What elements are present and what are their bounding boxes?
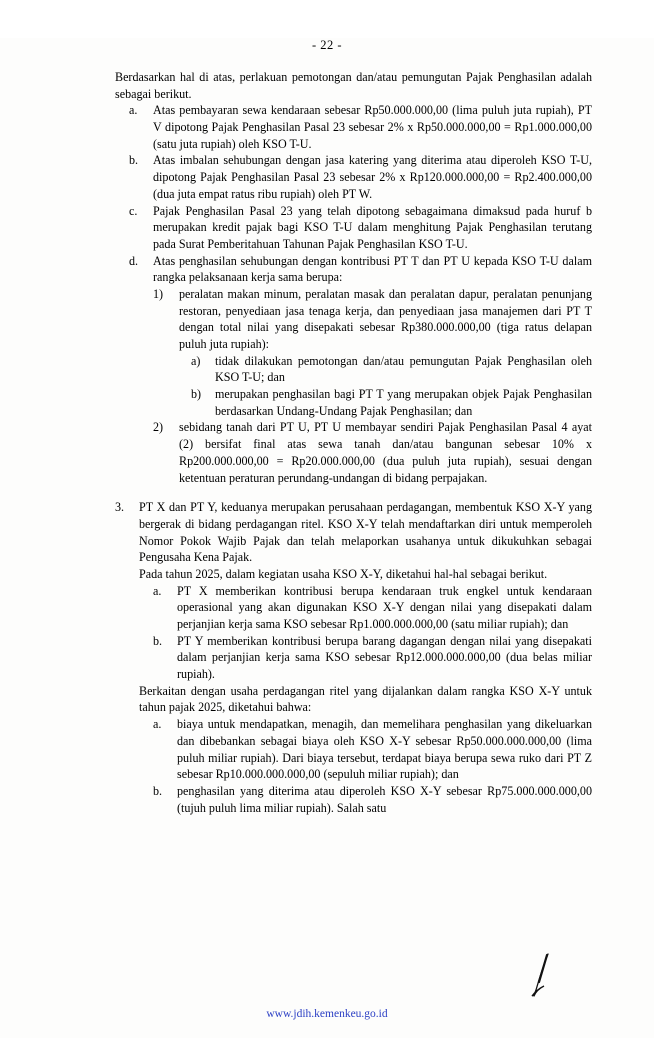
document-page xyxy=(0,38,654,1038)
footer-url[interactable]: www.jdih.kemenkeu.go.id xyxy=(266,1008,388,1020)
list-text: penghasilan yang diterima atau diperoleh KSO X-Y sebesar Rp75.000.000.000,00 (tujuh puluh lima miliar rupiah). Salah satu xyxy=(177,783,592,815)
list-item xyxy=(115,102,592,152)
section-3 xyxy=(115,499,592,816)
list-marker: 1) xyxy=(153,286,164,301)
list-marker: b. xyxy=(153,783,163,798)
list-marker: c. xyxy=(129,203,138,218)
list-marker: b. xyxy=(153,633,163,648)
document-body xyxy=(115,69,592,816)
list-text: biaya untuk mendapatkan, menagih, dan memelihara penghasilan yang dikeluarkan dan dibebankan sebagai biaya oleh KSO X-Y sebesar Rp50.000.000.000,00 (lima puluh miliar rupiah). Dari biaya tersebut, terdapat biaya berupa sewa ruko dari PT Z sebesar Rp10.000.000.000,00 (sepuluh miliar rupiah); dan xyxy=(177,717,592,782)
list-item xyxy=(139,583,592,633)
section-paragraph-2: Pada tahun 2025, dalam kegiatan usaha KSO X-Y, diketahui hal-hal sebagai berikut. xyxy=(139,566,548,581)
list-marker: a. xyxy=(153,583,162,598)
list-marker: 2) xyxy=(153,420,164,435)
list-marker: a) xyxy=(191,353,201,368)
list-text: tidak dilakukan pemotongan dan/atau pemungutan Pajak Penghasilan oleh KSO T-U; dan xyxy=(215,353,592,385)
list-marker: a. xyxy=(129,103,138,118)
list-text: Atas imbalan sehubungan dengan jasa katering yang diterima atau diperoleh KSO T-U, dipotong Pajak Penghasilan Pasal 23 sebesar 2% x Rp120.000.000,00 = Rp2.400.000,00 (dua juta empat ratus ribu rupiah) oleh PT W. xyxy=(153,153,592,201)
section-paragraph-3: Berkaitan dengan usaha perdagangan ritel yang dijalankan dalam rangka KSO X-Y untuk tahun pajak 2025, diketahui bahwa: xyxy=(139,683,592,715)
list-text: Atas pembayaran sewa kendaraan sebesar Rp50.000.000,00 (lima puluh juta rupiah), PT V dipotong Pajak Penghasilan Pasal 23 sebesar 2% x Rp50.000.000,00 = Rp1.000.000,00 (satu juta rupiah) oleh KSO T-U. xyxy=(153,103,592,151)
list-text: PT Y memberikan kontribusi berupa barang dagangan dengan nilai yang disepakati dalam perjanjian kerja sama KSO sebesar Rp12.000.000.000,00 (dua belas miliar rupiah). xyxy=(177,633,592,682)
list-item xyxy=(115,419,592,486)
list-text: merupakan penghasilan bagi PT T yang merupakan objek Pajak Penghasilan berdasarkan Undang-Undang Pajak Penghasilan; dan xyxy=(215,387,592,418)
list-marker: a. xyxy=(153,717,162,732)
list-text: peralatan makan minum, peralatan masak dan peralatan dapur, peralatan penunjang restoran, penyediaan jasa tenaga kerja, dan penyediaan jasa manajemen dari PT T dengan total nilai yang disepakati sebesar Rp380.000.000,00 (tiga ratus delapan puluh juta rupiah): xyxy=(179,286,592,351)
list-item xyxy=(115,353,592,386)
signature-mark xyxy=(518,952,558,998)
list-item xyxy=(139,633,592,683)
list-text: sebidang tanah dari PT U, PT U membayar sendiri Pajak Penghasilan Pasal 4 ayat (2) bersifat final atas sewa tanah dan/atau bangunan sebesar 10% x Rp200.000.000,00 = Rp20.000.000,00 (dua puluh juta rupiah), sesuai dengan ketentuan peraturan perundang-undangan di bidang perpajakan. xyxy=(179,420,592,485)
list-text: Pajak Penghasilan Pasal 23 yang telah dipotong sebagaimana dimaksud pada huruf b merupakan kredit pajak bagi KSO T-U dalam menghitung Pajak Penghasilan terutang pada Surat Pemberitahuan Tahunan Pajak Penghasilan KSO T-U. xyxy=(153,203,592,251)
intro-paragraph: Berdasarkan hal di atas, perlakuan pemotongan dan/atau pemungutan Pajak Penghasilan adalah sebagai berikut. xyxy=(115,70,592,101)
list-item xyxy=(115,203,592,253)
list-text: Atas penghasilan sehubungan dengan kontribusi PT T dan PT U kepada KSO T-U dalam rangka pelaksanaan kerja sama berupa: xyxy=(153,253,592,285)
list-item xyxy=(115,386,592,419)
list-item xyxy=(115,253,592,286)
list-marker: b. xyxy=(129,153,139,168)
section-marker: 3. xyxy=(115,500,125,515)
list-item xyxy=(139,716,592,783)
section-body xyxy=(139,499,592,816)
list-item xyxy=(115,286,592,353)
list-marker: d. xyxy=(129,253,139,268)
list-text: PT X memberikan kontribusi berupa kendaraan truk engkel untuk kendaraan operasional yang akan digunakan KSO X-Y dengan nilai yang disepakati dalam perjanjian kerja sama KSO sebesar Rp1.000.000.000,00 (satu miliar rupiah); dan xyxy=(177,583,592,631)
section-paragraph-1: PT X dan PT Y, keduanya merupakan perusahaan perdagangan, membentuk KSO X-Y yang bergerak di bidang perdagangan ritel. KSO X-Y telah mendaftarkan diri untuk memperoleh Nomor Pokok Wajib Pajak dan telah melaporkan usahanya untuk dikukuhkan sebagai Pengusaha Kena Pajak. xyxy=(139,500,592,565)
list-item xyxy=(139,783,592,816)
list-marker: b) xyxy=(191,387,202,402)
page-number: - 22 - xyxy=(311,38,343,52)
list-item xyxy=(115,152,592,202)
